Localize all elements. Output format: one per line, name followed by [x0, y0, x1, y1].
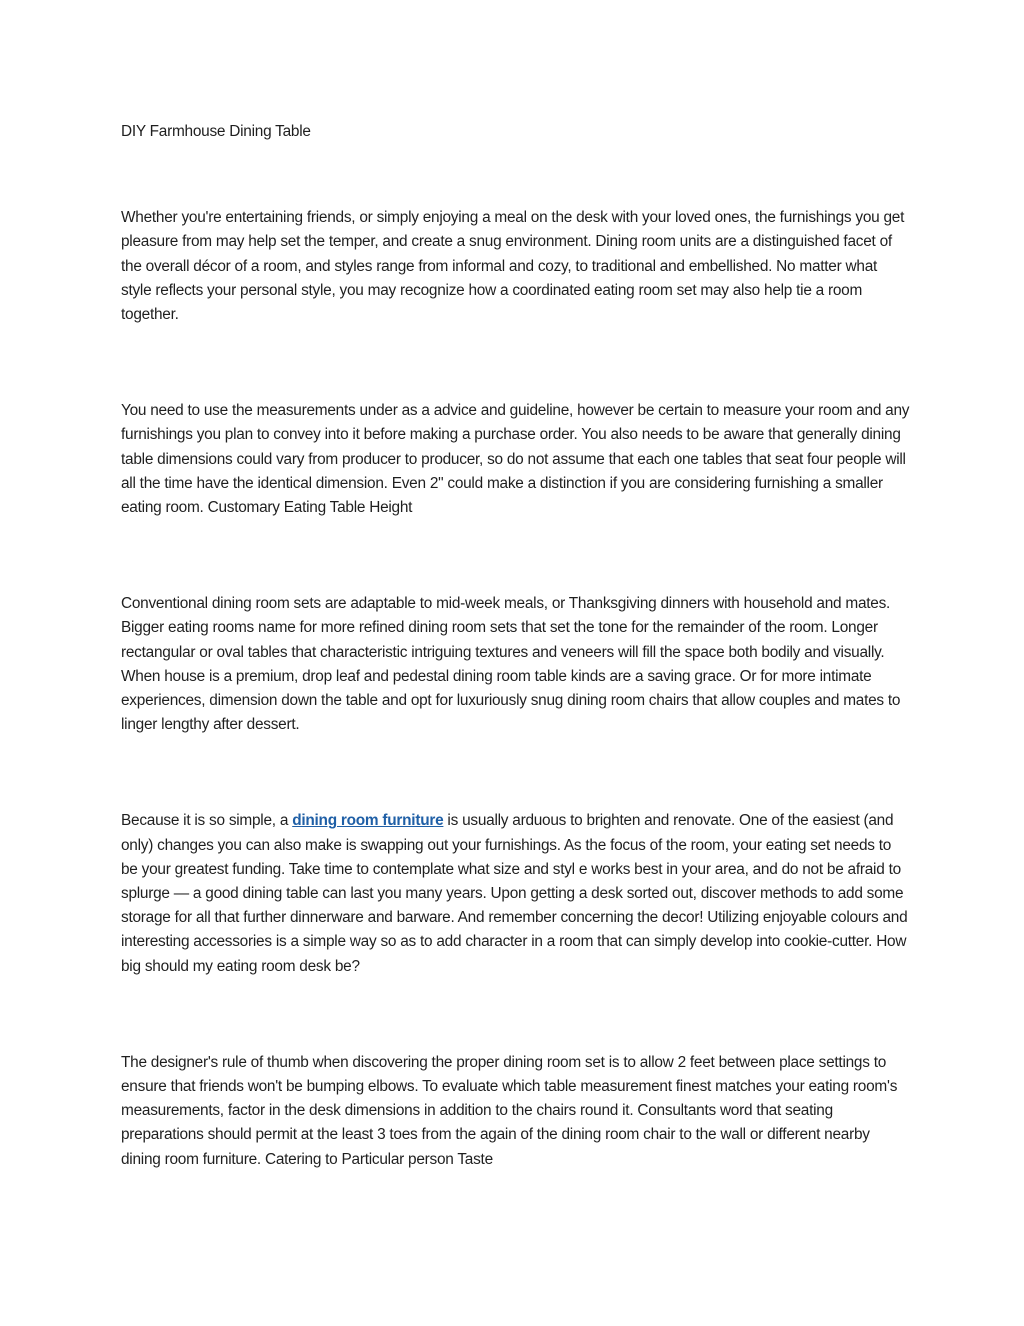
paragraph-text-before-link: Because it is so simple, a [121, 812, 293, 830]
dining-room-furniture-link[interactable]: dining room furniture [292, 812, 444, 830]
paragraph-measurements: You need to use the measurements under as a advice and guideline, however be certain to measure your room and any furnishings you plan to convey into it before making a purchase order. You also needs to be aware that generally dining table dimensions could vary from producer to producer, so do not assume that each one tables that seat four people will all the time have the identical dimension. Even 2" could make a distinction if you are considering furnishing a smaller eating room. Customary Eating Table Height [121, 402, 910, 517]
paragraph-conventional-sets: Conventional dining room sets are adaptable to mid-week meals, or Thanksgiving dinners with household and mates. Bigger eating rooms name for more refined dining room sets that set the tone for the remainder of the room. Longer rectangular or oval tables that characteristic intriguing textures and veneers will fill the space both bodily and visually. When house is a premium, drop leaf and pedestal dining room table kinds are a saving grace. Or for more intimate experiences, dimension down the table and opt for luxuriously snug dining room chairs that allow couples and mates to linger lengthy after dessert. [121, 595, 901, 734]
document-title: DIY Farmhouse Dining Table [121, 123, 311, 140]
paragraph-text-after-link: is usually arduous to brighten and renovate. One of the easiest (and only) changes you can also make is swapping out your furnishings. As the focus of the room, your eating set needs to be your greatest funding. Take time to contemplate what size and styl e works best in your area, and do not be afraid to splurge — a good dining table can last you many years. Upon getting a desk sorted out, discover methods to add some storage for all that further dinnerware and barware. And remember concerning the decor! Utilizing enjoyable colours and interesting accessories is a simple way so as to add character in a room that can simply develop into cookie-cutter. How big should my eating room desk be? [121, 812, 908, 975]
document-page [121, 120, 911, 1244]
paragraph-entertaining: Whether you're entertaining friends, or simply enjoying a meal on the desk with your loved ones, the furnishings you get pleasure from may help set the temper, and create a snug environment. Dining room units are a distinguished facet of the overall décor of a room, and styles range from informal and cozy, to traditional and embellished. No matter what style reflects your personal style, you may recognize how a coordinated eating room set may also help tie a room together. [121, 209, 905, 324]
paragraph-renovate [121, 809, 911, 978]
paragraph-rule-of-thumb: The designer's rule of thumb when discovering the proper dining room set is to allow 2 feet between place settings to ensure that friends won't be bumping elbows. To evaluate which table measurement finest matches your eating room's measurements, factor in the desk dimensions in addition to the chairs round it. Consultants word that seating preparations should permit at the least 3 toes from the again of the dining room chair to the wall or different nearby dining room furniture. Catering to Particular person Taste [121, 1053, 898, 1168]
